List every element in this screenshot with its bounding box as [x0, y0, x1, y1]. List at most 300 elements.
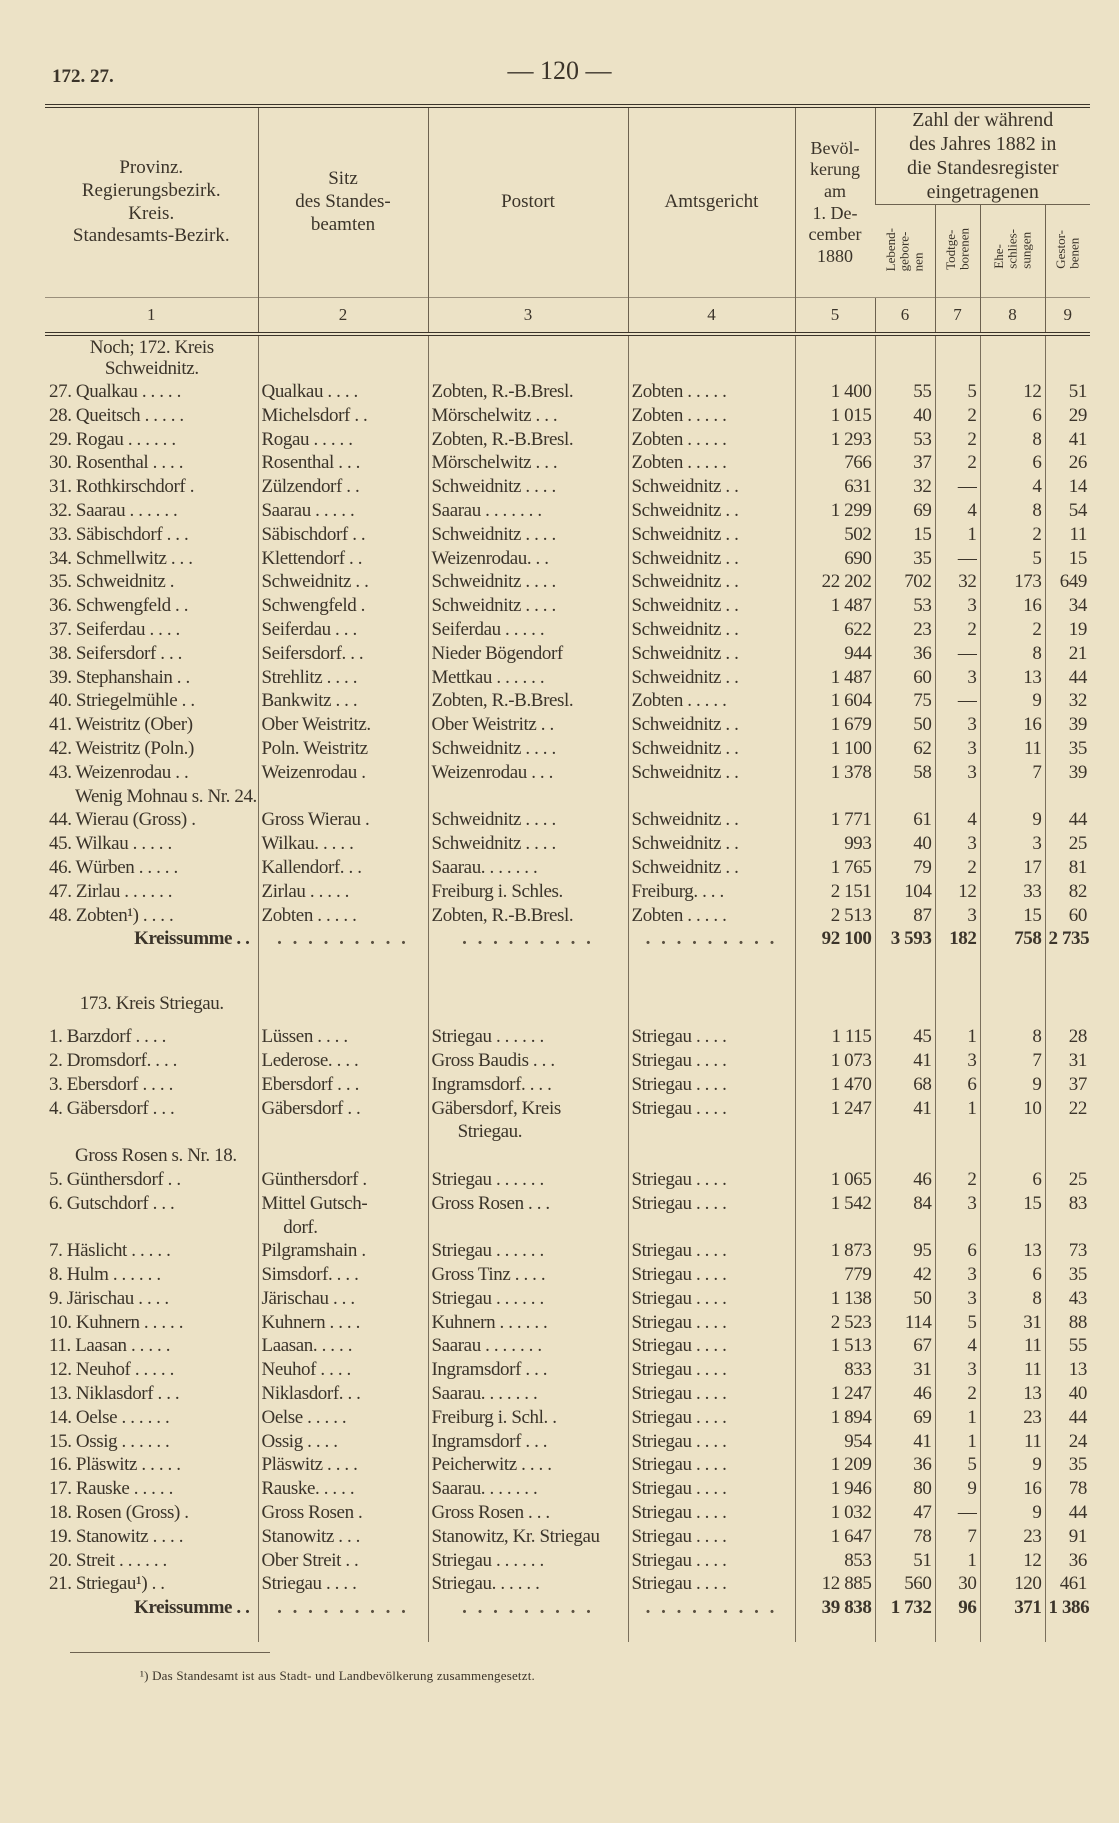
district-name: 39. Stephanshain . .	[49, 666, 190, 688]
deaths: 81	[1045, 856, 1090, 880]
header-province: Provinz. Regierungsbezirk. Kreis. Standesamts-Bezirk.	[72, 156, 230, 247]
population-1880: 1 073	[795, 1049, 875, 1073]
district-court: Zobten . . . . .	[628, 380, 795, 404]
deaths: 60	[1045, 904, 1090, 928]
live-births: 45	[875, 1025, 935, 1049]
district-court: Striegau . . . .	[628, 1192, 795, 1216]
registrar-seat: Michelsdorf . .	[258, 404, 428, 428]
empty-cell	[428, 334, 628, 380]
total-marriages: 758	[980, 927, 1045, 951]
district-name: 43. Weizenrodau . .	[49, 761, 189, 783]
stillbirths: 6	[935, 1239, 980, 1263]
stillbirths: 3	[935, 737, 980, 761]
stillbirths: 3	[935, 761, 980, 785]
post-office: Schweidnitz . . . .	[428, 594, 628, 618]
table-row	[45, 1025, 1090, 1049]
live-births: 46	[875, 1382, 935, 1406]
population-1880: 1 400	[795, 380, 875, 404]
registrar-seat: Saarau . . . . .	[258, 499, 428, 523]
population-1880: 853	[795, 1549, 875, 1573]
population-1880: 2 513	[795, 904, 875, 928]
deaths: 19	[1045, 618, 1090, 642]
population-1880: 944	[795, 642, 875, 666]
empty-cell	[875, 1144, 935, 1168]
table-row	[45, 904, 1090, 928]
registrar-seat: Gäbersdorf . .	[258, 1097, 428, 1121]
footnote-rule	[70, 1652, 270, 1653]
empty-cell	[428, 981, 628, 1025]
registrar-seat: Gross Rosen .	[258, 1501, 428, 1525]
district-court: Striegau . . . .	[628, 1406, 795, 1430]
live-births: 702	[875, 570, 935, 594]
live-births: 58	[875, 761, 935, 785]
population-1880: 1 647	[795, 1525, 875, 1549]
stillbirths: 1	[935, 523, 980, 547]
table-row	[45, 380, 1090, 404]
post-office: Saarau . . . . . . .	[428, 499, 628, 523]
live-births: 61	[875, 808, 935, 832]
district-court: Schweidnitz . .	[628, 570, 795, 594]
marriages: 8	[980, 642, 1045, 666]
empty-cell	[795, 785, 875, 809]
post-office: Schweidnitz . . . .	[428, 808, 628, 832]
population-1880: 779	[795, 1263, 875, 1287]
district-court: Striegau . . . .	[628, 1572, 795, 1596]
table-row	[45, 642, 1090, 666]
live-births: 53	[875, 428, 935, 452]
registrar-seat: Rosenthal . . .	[258, 451, 428, 475]
district-name: 32. Saarau . . . . . .	[49, 499, 178, 521]
total-label: Kreissumme . .	[134, 1597, 250, 1619]
district-name: 3. Ebersdorf . . . .	[49, 1073, 173, 1095]
table-row	[45, 1192, 1090, 1216]
marriages: 23	[980, 1525, 1045, 1549]
registrar-seat: Ebersdorf . . .	[258, 1073, 428, 1097]
total-deaths: 1 386	[1045, 1596, 1090, 1620]
stillbirths: 1	[935, 1430, 980, 1454]
stillbirths: 32	[935, 570, 980, 594]
live-births: 40	[875, 832, 935, 856]
header-deaths: Gestor- benen	[1045, 205, 1090, 298]
deaths: 25	[1045, 1168, 1090, 1192]
table-row	[45, 666, 1090, 690]
deaths: 32	[1045, 689, 1090, 713]
district-court: Striegau . . . .	[628, 1049, 795, 1073]
stillbirths: 2	[935, 1382, 980, 1406]
empty-cell	[258, 334, 428, 380]
table-row	[45, 428, 1090, 452]
district-court: Striegau . . . .	[628, 1334, 795, 1358]
registrar-seat: Neuhof . . . .	[258, 1358, 428, 1382]
district-name: 36. Schwengfeld . .	[49, 595, 189, 617]
stillbirths	[935, 1216, 980, 1240]
district-name: 19. Stanowitz . . . .	[49, 1525, 184, 1547]
marriages: 11	[980, 1334, 1045, 1358]
table-row	[45, 523, 1090, 547]
stillbirths: 2	[935, 428, 980, 452]
deaths: 39	[1045, 761, 1090, 785]
deaths: 82	[1045, 880, 1090, 904]
dot-leader: . . . . . . . . .	[258, 1596, 428, 1620]
total-stillbirths: 182	[935, 927, 980, 951]
post-office: Ober Weistritz . .	[428, 713, 628, 737]
population-1880: 1 513	[795, 1334, 875, 1358]
district-name: 6. Gutschdorf . . .	[49, 1192, 175, 1214]
total-population-1880: 92 100	[795, 927, 875, 951]
registrar-seat: Simsdorf. . . .	[258, 1263, 428, 1287]
live-births: 79	[875, 856, 935, 880]
column-number: 7	[935, 298, 980, 335]
district-heading-text: Noch; 172. Kreis Schweidnitz.	[89, 337, 214, 379]
page-number: — 120 —	[507, 56, 612, 85]
marriages: 6	[980, 404, 1045, 428]
district-court: Schweidnitz . .	[628, 475, 795, 499]
deaths: 91	[1045, 1525, 1090, 1549]
registrar-seat: Weizenrodau .	[258, 761, 428, 785]
deaths: 15	[1045, 547, 1090, 571]
empty-cell	[1045, 1620, 1090, 1642]
registrar-seat: Stanowitz . . .	[258, 1525, 428, 1549]
district-court: Striegau . . . .	[628, 1525, 795, 1549]
header-court: Amtsgericht	[628, 106, 795, 298]
empty-cell	[980, 1144, 1045, 1168]
marriages: 31	[980, 1311, 1045, 1335]
table-row	[45, 547, 1090, 571]
table-row	[45, 1073, 1090, 1097]
stillbirths: —	[935, 1501, 980, 1525]
live-births	[875, 1120, 935, 1144]
district-name: 34. Schmellwitz . . .	[49, 547, 193, 569]
district-name: 8. Hulm . . . . . .	[49, 1264, 161, 1286]
post-office	[428, 1216, 628, 1240]
registrar-seat: Günthersdorf .	[258, 1168, 428, 1192]
table-row	[45, 761, 1090, 785]
population-1880: 1 604	[795, 689, 875, 713]
total-deaths: 2 735	[1045, 927, 1090, 951]
total-label: Kreissumme . .	[134, 928, 250, 950]
district-total-row	[45, 927, 1090, 951]
live-births: 87	[875, 904, 935, 928]
stillbirths: 5	[935, 1453, 980, 1477]
population-1880: 2 151	[795, 880, 875, 904]
post-office: Gross Rosen . . .	[428, 1192, 628, 1216]
district-court: Zobten . . . . .	[628, 451, 795, 475]
district-name: 31. Rothkirschdorf .	[49, 476, 195, 498]
empty-cell	[875, 951, 935, 981]
table-row	[45, 856, 1090, 880]
header-marriages: Ehe- schlies- sungen	[980, 205, 1045, 298]
registrar-seat: Rauske. . . . .	[258, 1477, 428, 1501]
table-row	[45, 618, 1090, 642]
live-births: 37	[875, 451, 935, 475]
empty-cell	[795, 1144, 875, 1168]
stillbirths: 30	[935, 1572, 980, 1596]
population-1880: 1 115	[795, 1025, 875, 1049]
post-office: Striegau . . . . . .	[428, 1168, 628, 1192]
marriages: 11	[980, 1358, 1045, 1382]
district-court	[628, 1120, 795, 1144]
district-court: Striegau . . . .	[628, 1430, 795, 1454]
district-court: Schweidnitz . .	[628, 713, 795, 737]
total-live-births: 1 732	[875, 1596, 935, 1620]
empty-cell	[428, 1144, 628, 1168]
empty-cell	[1045, 981, 1090, 1025]
district-name: 7. Häslicht . . . . .	[49, 1240, 171, 1262]
registrar-seat: Wilkau. . . . .	[258, 832, 428, 856]
empty-cell	[628, 1620, 795, 1642]
table-row	[45, 880, 1090, 904]
stillbirths: 2	[935, 404, 980, 428]
live-births: 41	[875, 1430, 935, 1454]
post-office: Ingramsdorf . . .	[428, 1358, 628, 1382]
cross-reference-note	[45, 1144, 1090, 1168]
live-births: 60	[875, 666, 935, 690]
deaths: 22	[1045, 1097, 1090, 1121]
deaths: 55	[1045, 1334, 1090, 1358]
dot-leader: . . . . . . . . .	[428, 1596, 628, 1620]
marriages: 9	[980, 1453, 1045, 1477]
stillbirths: 2	[935, 856, 980, 880]
stillbirths: 4	[935, 808, 980, 832]
post-office: Freiburg i. Schl. .	[428, 1406, 628, 1430]
table-row	[45, 808, 1090, 832]
header-post-office: Postort	[428, 106, 628, 298]
population-1880: 1 873	[795, 1239, 875, 1263]
deaths: 35	[1045, 1453, 1090, 1477]
stillbirths: 3	[935, 713, 980, 737]
empty-cell	[1045, 1144, 1090, 1168]
marriages: 3	[980, 832, 1045, 856]
stillbirths: 9	[935, 1477, 980, 1501]
header-registry-group: Zahl der während des Jahres 1882 in die Standesregister eingetragenen	[875, 106, 1090, 205]
district-court: Striegau . . . .	[628, 1025, 795, 1049]
registrar-seat: Lederose. . . .	[258, 1049, 428, 1073]
live-births: 32	[875, 475, 935, 499]
district-name: 28. Queitsch . . . . .	[49, 404, 184, 426]
marriages: 7	[980, 1049, 1045, 1073]
district-name: 37. Seiferdau . . . .	[49, 618, 180, 640]
district-court: Striegau . . . .	[628, 1263, 795, 1287]
live-births: 67	[875, 1334, 935, 1358]
table-row	[45, 1572, 1090, 1596]
live-births: 31	[875, 1358, 935, 1382]
marriages: 9	[980, 808, 1045, 832]
deaths: 51	[1045, 380, 1090, 404]
registrar-seat: Seifersdorf. . .	[258, 642, 428, 666]
registry-table	[45, 104, 1090, 1642]
header-live-births: Lebend- gebore- nen	[883, 227, 926, 271]
district-heading	[45, 981, 1090, 1025]
district-heading-text: 173. Kreis Striegau.	[79, 992, 224, 1014]
empty-cell	[980, 1620, 1045, 1642]
registrar-seat: Poln. Weistritz	[258, 737, 428, 761]
post-office: Peicherwitz . . . .	[428, 1453, 628, 1477]
empty-cell	[258, 951, 428, 981]
empty-cell	[1045, 951, 1090, 981]
population-1880	[795, 1120, 875, 1144]
district-court: Schweidnitz . .	[628, 642, 795, 666]
deaths: 36	[1045, 1549, 1090, 1573]
deaths: 11	[1045, 523, 1090, 547]
marriages: 2	[980, 618, 1045, 642]
deaths: 39	[1045, 713, 1090, 737]
marriages: 10	[980, 1097, 1045, 1121]
district-court: Schweidnitz . .	[628, 618, 795, 642]
post-office: Zobten, R.-B.Bresl.	[428, 428, 628, 452]
post-office: Weizenrodau. . .	[428, 547, 628, 571]
population-1880: 1 247	[795, 1097, 875, 1121]
population-1880: 1 247	[795, 1382, 875, 1406]
population-1880: 1 138	[795, 1287, 875, 1311]
post-office: Gäbersdorf, Kreis	[428, 1097, 628, 1121]
post-office: Mörschelwitz . . .	[428, 451, 628, 475]
deaths: 41	[1045, 428, 1090, 452]
live-births: 51	[875, 1549, 935, 1573]
table-row	[45, 1382, 1090, 1406]
deaths: 35	[1045, 1263, 1090, 1287]
dot-leader: . . . . . . . . .	[258, 927, 428, 951]
population-1880: 2 523	[795, 1311, 875, 1335]
deaths: 31	[1045, 1049, 1090, 1073]
district-court: Striegau . . . .	[628, 1477, 795, 1501]
table-row	[45, 713, 1090, 737]
district-name: 14. Oelse . . . . . .	[49, 1406, 170, 1428]
deaths: 28	[1045, 1025, 1090, 1049]
population-1880: 690	[795, 547, 875, 571]
registrar-seat: Zülzendorf . .	[258, 475, 428, 499]
table-row	[45, 1216, 1090, 1240]
empty-cell	[935, 1620, 980, 1642]
empty-cell	[45, 1620, 258, 1642]
district-heading	[45, 334, 1090, 380]
live-births: 55	[875, 380, 935, 404]
district-name: 48. Zobten¹) . . . .	[49, 904, 174, 926]
empty-cell	[935, 981, 980, 1025]
table-row	[45, 1049, 1090, 1073]
marriages: 8	[980, 428, 1045, 452]
marriages: 6	[980, 1168, 1045, 1192]
table-row	[45, 1097, 1090, 1121]
post-office: Mörschelwitz . . .	[428, 404, 628, 428]
header-seat: Sitz des Standes- beamten	[258, 106, 428, 298]
empty-cell	[935, 951, 980, 981]
empty-cell	[980, 334, 1045, 380]
column-number: 8	[980, 298, 1045, 335]
district-name: 13. Niklasdorf . . .	[49, 1383, 180, 1405]
registrar-seat: Niklasdorf. . .	[258, 1382, 428, 1406]
live-births: 53	[875, 594, 935, 618]
table-row	[45, 1430, 1090, 1454]
post-office: Striegau . . . . . .	[428, 1549, 628, 1573]
population-1880: 22 202	[795, 570, 875, 594]
population-1880: 1 771	[795, 808, 875, 832]
district-name	[45, 1216, 258, 1240]
table-row	[45, 1334, 1090, 1358]
registrar-seat: Kallendorf. . .	[258, 856, 428, 880]
empty-cell	[428, 785, 628, 809]
empty-cell	[795, 334, 875, 380]
marriages: 7	[980, 761, 1045, 785]
post-office: Seiferdau . . . . .	[428, 618, 628, 642]
district-court: Striegau . . . .	[628, 1358, 795, 1382]
deaths: 83	[1045, 1192, 1090, 1216]
deaths: 21	[1045, 642, 1090, 666]
empty-cell	[875, 1620, 935, 1642]
district-court: Schweidnitz . .	[628, 808, 795, 832]
registrar-seat	[258, 1120, 428, 1144]
population-1880: 1 470	[795, 1073, 875, 1097]
population-1880: 1 293	[795, 428, 875, 452]
district-name: 33. Säbischdorf . . .	[49, 523, 189, 545]
post-office: Gross Tinz . . . .	[428, 1263, 628, 1287]
total-live-births: 3 593	[875, 927, 935, 951]
table-row	[45, 451, 1090, 475]
empty-cell	[935, 334, 980, 380]
population-1880: 1 032	[795, 1501, 875, 1525]
live-births: 560	[875, 1572, 935, 1596]
district-court: Schweidnitz . .	[628, 594, 795, 618]
stillbirths: 3	[935, 832, 980, 856]
table-row	[45, 1311, 1090, 1335]
note-text: Gross Rosen s. Nr. 18.	[75, 1145, 237, 1167]
table-row	[45, 1406, 1090, 1430]
district-court: Schweidnitz . .	[628, 737, 795, 761]
registrar-seat: Ober Weistritz.	[258, 713, 428, 737]
population-1880: 1 487	[795, 594, 875, 618]
empty-cell	[628, 334, 795, 380]
deaths: 461	[1045, 1572, 1090, 1596]
registrar-seat: Rogau . . . . .	[258, 428, 428, 452]
district-name: 21. Striegau¹) . .	[49, 1573, 165, 1595]
empty-cell	[258, 1620, 428, 1642]
district-name: 47. Zirlau . . . . . .	[49, 880, 173, 902]
column-number: 4	[628, 298, 795, 335]
registrar-seat: Mittel Gutsch-	[258, 1192, 428, 1216]
marriages: 17	[980, 856, 1045, 880]
marriages: 11	[980, 1430, 1045, 1454]
table-row	[45, 1168, 1090, 1192]
district-name: 29. Rogau . . . . . .	[49, 428, 176, 450]
stillbirths: —	[935, 547, 980, 571]
registrar-seat: Gross Wierau .	[258, 808, 428, 832]
table-row	[45, 1263, 1090, 1287]
post-office: Ingramsdorf. . . .	[428, 1073, 628, 1097]
population-1880: 1 946	[795, 1477, 875, 1501]
marriages: 173	[980, 570, 1045, 594]
page-reference: 172. 27.	[52, 66, 114, 87]
deaths: 649	[1045, 570, 1090, 594]
district-name: 11. Laasan . . . . .	[49, 1335, 171, 1357]
registrar-seat: Lüssen . . . .	[258, 1025, 428, 1049]
post-office: Zobten, R.-B.Bresl.	[428, 904, 628, 928]
table-row	[45, 499, 1090, 523]
empty-cell	[795, 951, 875, 981]
stillbirths: 3	[935, 666, 980, 690]
post-office: Stanowitz, Kr. Striegau	[428, 1525, 628, 1549]
dot-leader: . . . . . . . . .	[428, 927, 628, 951]
population-1880: 993	[795, 832, 875, 856]
stillbirths: 1	[935, 1406, 980, 1430]
live-births: 42	[875, 1263, 935, 1287]
post-office: Striegau. . . . . .	[428, 1572, 628, 1596]
post-office: Striegau . . . . . .	[428, 1025, 628, 1049]
district-court: Striegau . . . .	[628, 1073, 795, 1097]
table-row	[45, 1287, 1090, 1311]
table-row	[45, 570, 1090, 594]
live-births	[875, 1216, 935, 1240]
cross-reference-note	[45, 785, 1090, 809]
post-office: Zobten, R.-B.Bresl.	[428, 380, 628, 404]
